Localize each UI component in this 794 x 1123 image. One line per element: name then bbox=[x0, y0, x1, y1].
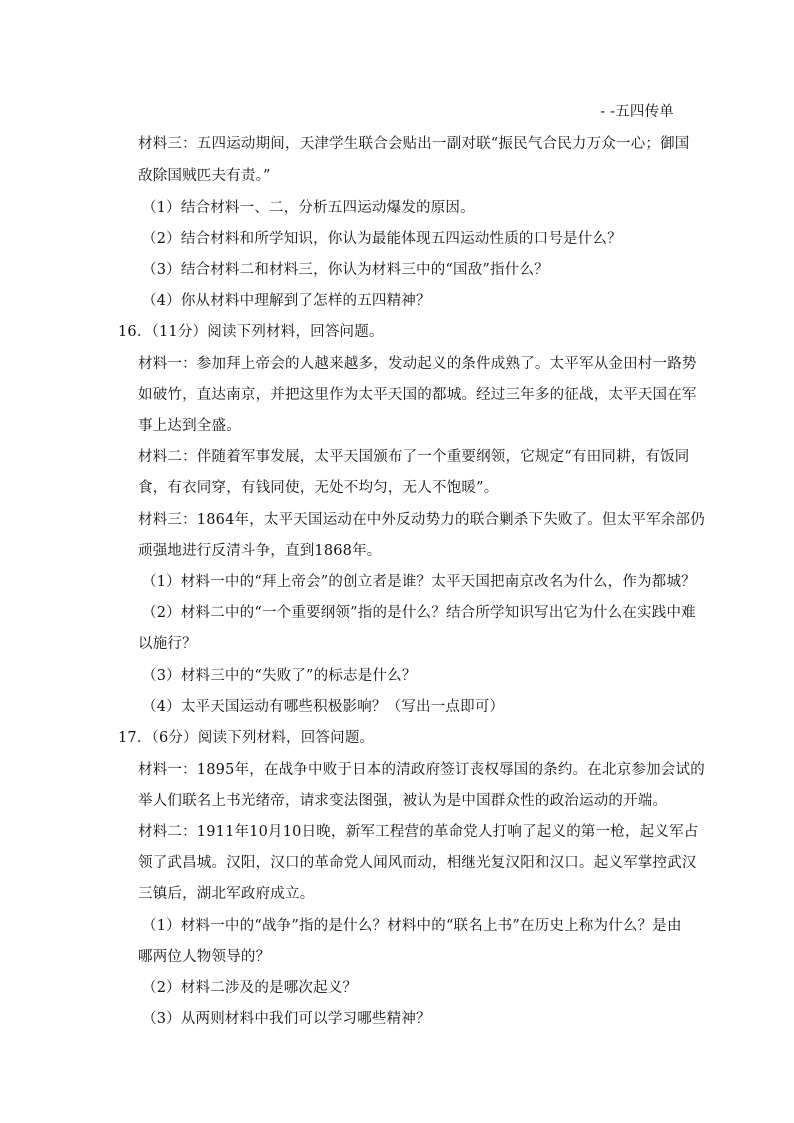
q16-material1-line2: 如破竹，直达南京，并把这里作为太平天国的都城。经过三年多的征战，太平天国在军 bbox=[138, 387, 697, 403]
q16-material2-line1: 材料二：伴随着军事发展，太平天国颁布了一个重要纲领，它规定“有田同耕，有饭同 bbox=[138, 449, 690, 465]
q16-material1-line3: 事上达到全盛。 bbox=[138, 418, 241, 434]
q17-material1-line2: 举人们联名上书光绪帝，请求变法图强，被认为是中国群众性的政治运动的开端。 bbox=[138, 793, 668, 809]
q15-material3-line2: 敌除国贼匹夫有责。” bbox=[138, 168, 271, 184]
q17-material2-line2: 领了武昌城。汉阳，汉口的革命党人闻风而动，相继光复汉阳和汉口。起义军掌控武汉 bbox=[138, 855, 697, 871]
q16-material3-line1: 材料三：1864年，太平天国运动在中外反动势力的联合剿杀下失败了。但太平军余部仍 bbox=[138, 512, 705, 528]
q17-sub3: （3）从两则材料中我们可以学习哪些精神？ bbox=[142, 1011, 431, 1027]
q16-material3-line2: 顽强地进行反清斗争，直到1868年。 bbox=[138, 543, 382, 559]
q15-sub2: （2）结合材料和所学知识，你认为最能体现五四运动性质的口号是什么？ bbox=[142, 231, 622, 247]
q17-title: 17．（6分）阅读下列材料，回答问题。 bbox=[118, 730, 375, 746]
q17-material2-line3: 三镇后，湖北军政府成立。 bbox=[138, 886, 315, 902]
q16-material2-line2: 食，有衣同穿，有钱同使，无处不均匀，无人不饱暖”。 bbox=[138, 480, 499, 496]
q16-material1-line1: 材料一：参加拜上帝会的人越来越多，发动起义的条件成熟了。太平军从金田村一路势 bbox=[138, 356, 697, 372]
q15-sub3: （3）结合材料二和材料三，你认为材料三中的“国敌”指什么？ bbox=[142, 262, 549, 278]
q16-sub1: （1）材料一中的“拜上帝会”的创立者是谁？太平天国把南京改名为什么，作为都城？ bbox=[142, 574, 696, 590]
q17-material2-line1: 材料二：1911年10月10日晚，新军工程营的革命党人打响了起义的第一枪，起义军占 bbox=[138, 824, 699, 840]
q15-sub4: （4）你从材料中理解到了怎样的五四精神？ bbox=[142, 293, 431, 309]
q17-sub2: （2）材料二涉及的是哪次起义？ bbox=[142, 980, 358, 996]
q15-material3-line1: 材料三：五四运动期间，天津学生联合会贴出一副对联“振民气合民力万众一心；御国 bbox=[138, 136, 690, 152]
q16-title: 16．（11分）阅读下列材料，回答问题。 bbox=[118, 324, 384, 340]
q17-material1-line1: 材料一：1895年，在战争中败于日本的清政府签订丧权辱国的条约。在北京参加会试的 bbox=[138, 762, 705, 778]
page-header: - -五四传单 bbox=[600, 104, 674, 120]
q15-sub1: （1）结合材料一、二，分析五四运动爆发的原因。 bbox=[142, 200, 475, 216]
q17-sub1-line1: （1）材料一中的“战争”指的是什么？材料中的“联名上书”在历史上称为什么？是由 bbox=[142, 918, 682, 934]
q16-sub2-line2: 以施行？ bbox=[138, 636, 197, 652]
q16-sub2-line1: （2）材料二中的“一个重要纲领”指的是什么？结合所学知识写出它为什么在实践中难 bbox=[142, 605, 696, 621]
q17-sub1-line2: 哪两位人物领导的？ bbox=[138, 949, 271, 965]
q16-sub4: （4）太平天国运动有哪些积极影响？（写出一点即可） bbox=[142, 699, 505, 715]
q16-sub3: （3）材料三中的“失败了”的标志是什么？ bbox=[142, 668, 417, 684]
